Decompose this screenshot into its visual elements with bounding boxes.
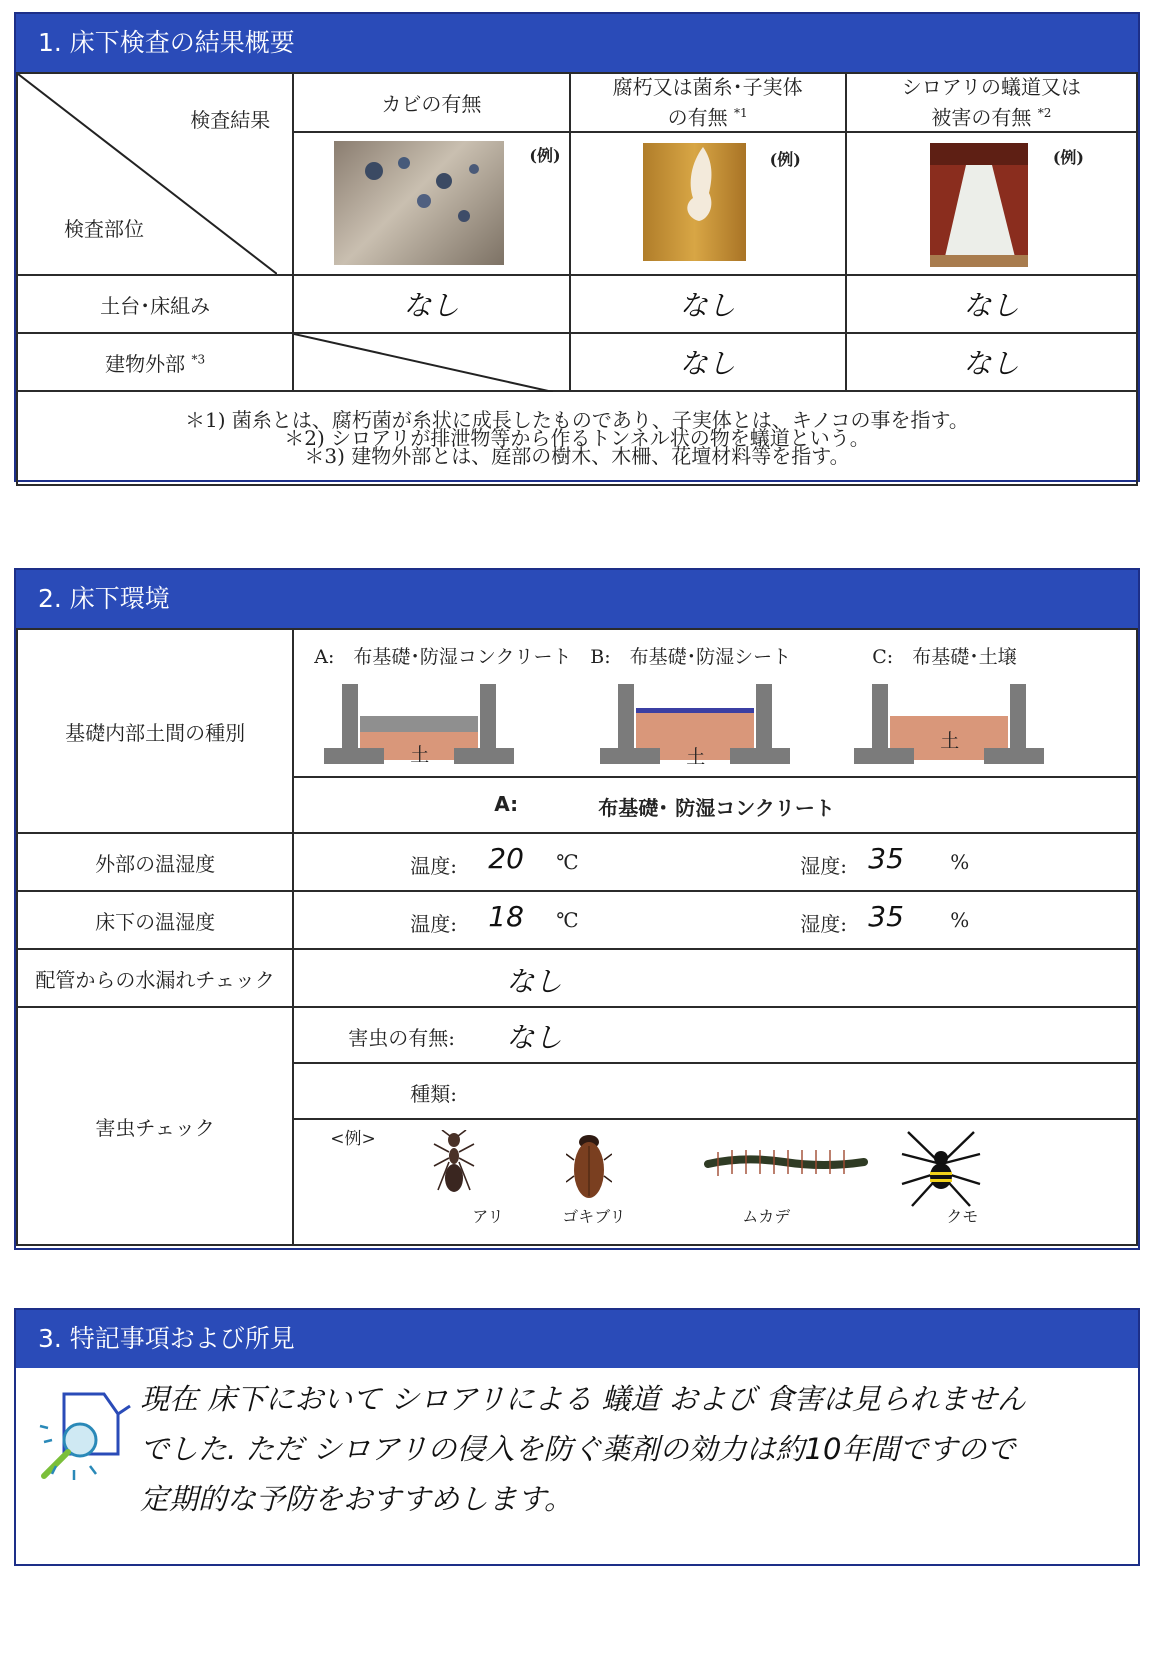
- diagram-c: [854, 682, 1044, 768]
- pest-spider-label: クモ: [946, 1207, 979, 1226]
- footnotes: [17, 391, 1137, 485]
- soil-char-b: 土: [686, 746, 706, 768]
- exterior-label-text: 建物外部: [105, 351, 186, 376]
- decay-example-cell: [570, 132, 846, 275]
- pest-example-label: <例>: [330, 1129, 376, 1149]
- underfloor-readings: [293, 891, 1137, 949]
- inspector-magnifier-icon: [34, 1380, 134, 1484]
- header-mold: カビの有無: [293, 73, 569, 132]
- pest-presence-cell: [293, 1007, 1137, 1063]
- type-c-label: C: 布基礎･土壌: [872, 646, 1017, 668]
- mold-example-cell: [293, 132, 569, 275]
- section-underfloor-environment: [14, 568, 1140, 1250]
- under-temp-value: 18: [488, 900, 524, 933]
- header-decay: [570, 73, 846, 132]
- section2-title: 2. 床下環境: [16, 570, 1138, 628]
- under-temp-label: 温度:: [410, 912, 458, 936]
- centipede-icon: [704, 1146, 868, 1182]
- pest-kind-label: 種類:: [410, 1082, 458, 1106]
- header-termite-mark: *2: [1037, 106, 1052, 121]
- foundation-mold-value: なし: [293, 275, 569, 333]
- pest-ant-label: アリ: [472, 1207, 504, 1226]
- pipe-leak-value: なし: [506, 965, 563, 998]
- remarks-line-1: 現在 床下において シロアリによる 蟻道 および 食害は見られません: [140, 1382, 1026, 1416]
- exterior-decay-value: なし: [570, 333, 846, 391]
- row-exterior-label: [17, 333, 293, 391]
- pest-kind-cell: [293, 1063, 1137, 1119]
- underfloor-temp-hum-label: 床下の温湿度: [17, 891, 293, 949]
- remarks-line-3: 定期的な予防をおすすめします。: [140, 1482, 573, 1516]
- outside-hum-unit: %: [950, 850, 970, 874]
- type-b-label: B: 布基礎･防湿シート: [590, 646, 792, 668]
- cockroach-icon: [566, 1130, 612, 1202]
- corner-bottom-label: 検査部位: [64, 217, 144, 241]
- soil-char-c: 土: [940, 730, 960, 752]
- footnote-1: ＊1) 菌糸とは、腐朽菌が糸状に成長したものであり、子実体とは、キノコの事を指す。: [185, 408, 969, 432]
- foundation-decay-value: なし: [570, 275, 846, 333]
- remarks-line-2: でした. ただ シロアリの侵入を防ぐ薬剤の効力は約10年間ですので: [140, 1432, 1016, 1466]
- row-foundation-label: 土台･床組み: [17, 275, 293, 333]
- footnote-3: ＊3) 建物外部とは、庭部の樹木、木柵、花壇材料等を指す。: [304, 444, 850, 468]
- example-label-1: (例): [529, 146, 561, 166]
- mold-photo: [334, 141, 504, 265]
- outside-temp-hum-label: 外部の温湿度: [17, 833, 293, 891]
- pest-cockroach-label: ゴキブリ: [562, 1207, 626, 1226]
- outside-temp-value: 20: [488, 842, 524, 875]
- pest-check-label: 害虫チェック: [17, 1007, 293, 1245]
- corner-top-label: 検査結果: [190, 108, 271, 132]
- section-remarks: [14, 1308, 1140, 1566]
- selected-letter: A:: [494, 792, 519, 816]
- spider-icon: [898, 1128, 984, 1208]
- header-decay-line2: の有無: [667, 105, 728, 130]
- example-label-2: (例): [769, 150, 801, 170]
- outside-hum-label: 湿度:: [800, 854, 848, 878]
- section-inspection-summary: [14, 12, 1140, 482]
- under-temp-unit: ℃: [556, 908, 579, 932]
- section3-title: 3. 特記事項および所見: [16, 1310, 1138, 1368]
- pest-presence-label: 害虫の有無:: [348, 1026, 456, 1050]
- selected-name: 布基礎･ 防湿コンクリート: [598, 796, 835, 820]
- ant-icon: [432, 1130, 476, 1204]
- header-termite-line1: シロアリの蟻道又は: [901, 75, 1081, 100]
- example-label-3: (例): [1052, 148, 1084, 168]
- pest-examples-cell: [293, 1119, 1137, 1245]
- outside-temp-unit: ℃: [556, 850, 579, 874]
- environment-table: [16, 628, 1138, 1246]
- na-diagonal: [294, 334, 553, 392]
- outside-readings: [293, 833, 1137, 891]
- type-a-label: A: 布基礎･防湿コンクリート: [314, 646, 572, 668]
- inspection-table: [16, 72, 1138, 486]
- foundation-termite-value: なし: [846, 275, 1137, 333]
- exterior-mold-na-cell: [293, 333, 569, 391]
- pipe-leak-label: 配管からの水漏れチェック: [17, 949, 293, 1007]
- corner-cell: [17, 73, 293, 275]
- outside-hum-value: 35: [868, 842, 904, 875]
- selected-soil-type: [293, 777, 1137, 833]
- pipe-leak-cell: [293, 949, 1137, 1007]
- pest-presence-value: なし: [506, 1021, 563, 1054]
- exterior-mark: *3: [191, 351, 206, 366]
- header-termite: [846, 73, 1137, 132]
- decay-photo: [643, 143, 746, 261]
- outside-temp-label: 温度:: [410, 854, 458, 878]
- under-hum-value: 35: [868, 900, 904, 933]
- termite-example-cell: [846, 132, 1137, 275]
- section1-title: 1. 床下検査の結果概要: [16, 14, 1138, 72]
- soil-type-label: 基礎内部土間の種別: [17, 629, 293, 833]
- footnote-2: ＊2) シロアリが排泄物等から作るトンネル状の物を蟻道という。: [284, 426, 870, 450]
- remarks-text: [140, 1374, 1100, 1524]
- pest-centipede-label: ムカデ: [742, 1207, 791, 1226]
- header-termite-line2: 被害の有無: [931, 105, 1032, 130]
- exterior-termite-value: なし: [846, 333, 1137, 391]
- header-decay-line1: 腐朽又は菌糸･子実体: [612, 75, 803, 100]
- soil-char-a: 土: [410, 744, 430, 766]
- header-decay-mark: *1: [734, 106, 748, 121]
- under-hum-unit: %: [950, 908, 970, 932]
- termite-photo: [930, 143, 1028, 267]
- soil-diagrams-cell: [293, 629, 1137, 777]
- under-hum-label: 湿度:: [800, 912, 848, 936]
